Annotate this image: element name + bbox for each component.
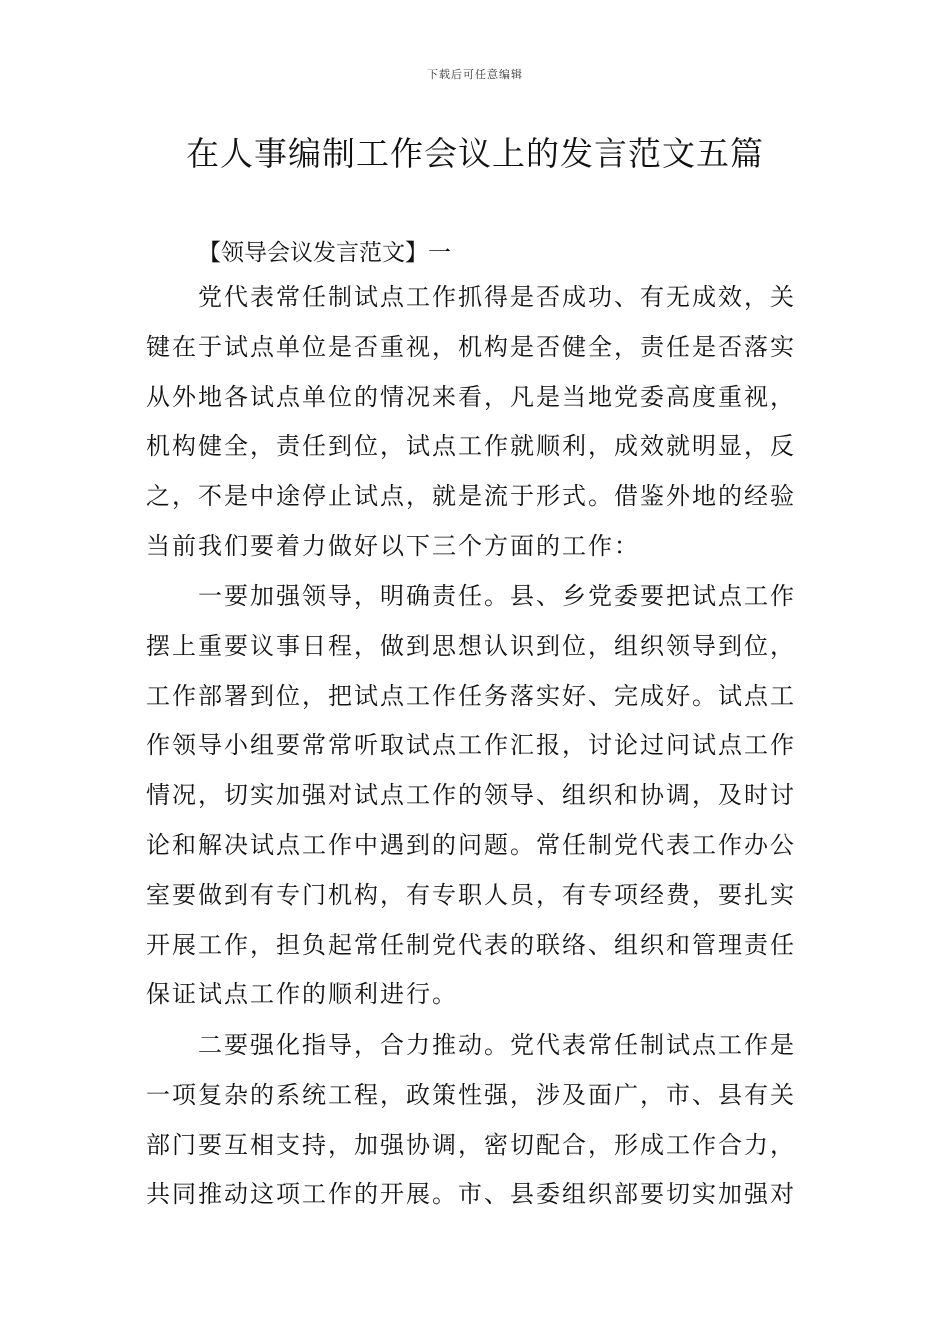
text-line: 摆上重要议事日程，做到思想认识到位，组织领导到位，	[146, 631, 796, 660]
text-line: 从外地各试点单位的情况来看，凡是当地党委高度重视，	[146, 382, 796, 411]
paragraph-3	[146, 1021, 806, 1220]
text-line: 作领导小组要常常听取试点工作汇报，讨论过问试点工作	[146, 731, 796, 760]
text-line: 机构健全，责任到位，试点工作就顺利，成效就明显，反	[146, 432, 796, 461]
text-line: 键在于试点单位是否重视，机构是否健全，责任是否落实	[146, 332, 796, 361]
document-title: 在人事编制工作会议上的发言范文五篇	[186, 134, 764, 173]
text-line: 工作部署到位，把试点工作任务落实好、完成好。试点工	[146, 681, 796, 710]
section-heading: 【领导会议发言范文】一	[198, 240, 451, 266]
text-line: 论和解决试点工作中遇到的问题。常任制党代表工作办公	[146, 830, 796, 859]
paragraph-1	[146, 273, 806, 572]
text-line: 情况，切实加强对试点工作的领导、组织和协调，及时讨	[146, 781, 796, 810]
text-line: 一要加强领导，明确责任。县、乡党委要把试点工作	[198, 582, 796, 610]
text-line: 之，不是中途停止试点，就是流于形式。借鉴外地的经验	[146, 482, 796, 511]
text-line: 党代表常任制试点工作抓得是否成功、有无成效，关	[198, 283, 796, 311]
text-line: 开展工作，担负起常任制党代表的联络、组织和管理责任	[146, 930, 796, 959]
text-line: 保证试点工作的顺利进行。	[146, 980, 458, 1009]
text-line: 二要强化指导，合力推动。党代表常任制试点工作是	[198, 1031, 796, 1059]
paragraph-2	[146, 572, 806, 1020]
text-line: 共同推动这项工作的开展。市、县委组织部要切实加强对	[146, 1180, 796, 1209]
text-line: 室要做到有专门机构，有专职人员，有专项经费，要扎实	[146, 880, 796, 909]
header-note: 下载后可任意编辑	[427, 68, 523, 81]
text-line: 当前我们要着力做好以下三个方面的工作：	[146, 531, 640, 560]
text-line: 一项复杂的系统工程，政策性强，涉及面广，市、县有关	[146, 1080, 796, 1109]
text-line: 部门要互相支持，加强协调，密切配合，形成工作合力，	[146, 1130, 796, 1159]
